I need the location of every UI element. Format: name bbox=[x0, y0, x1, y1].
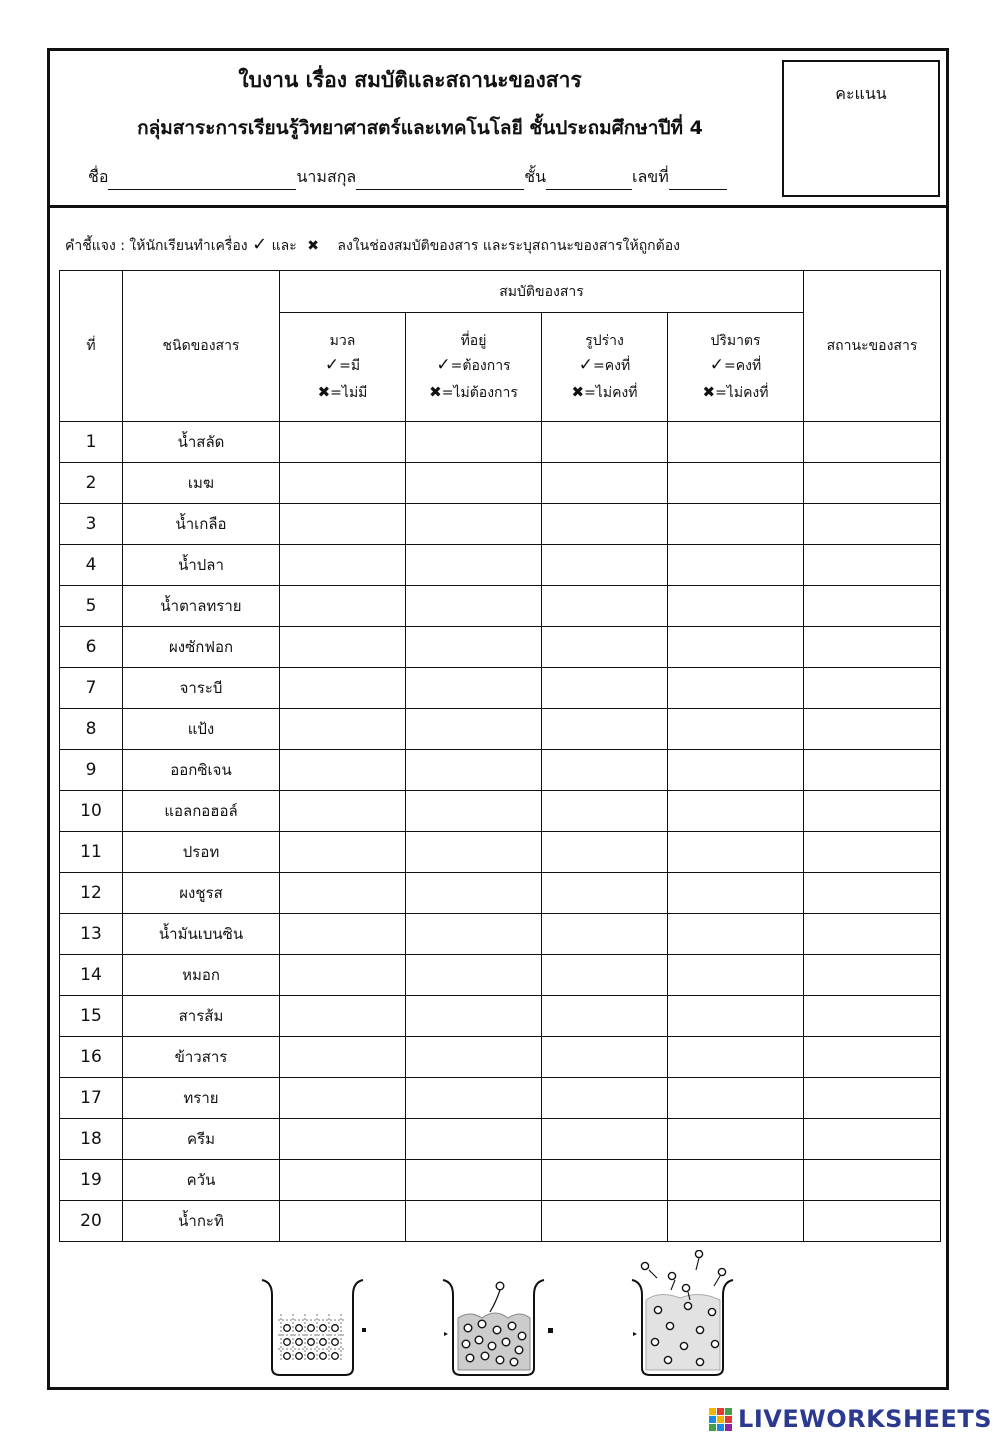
property-name: ปริมาตร bbox=[710, 333, 761, 350]
property-answer-cell[interactable] bbox=[668, 422, 804, 463]
property-answer-cell[interactable] bbox=[280, 791, 406, 832]
substance-name: ผงชูรส bbox=[123, 873, 280, 914]
substance-name: แป้ง bbox=[123, 709, 280, 750]
property-answer-cell[interactable] bbox=[542, 668, 668, 709]
liquid-beaker-icon bbox=[443, 1280, 553, 1375]
property-answer-cell[interactable] bbox=[542, 1201, 668, 1242]
state-answer-cell[interactable] bbox=[804, 1037, 941, 1078]
x-icon: ✖ bbox=[317, 382, 331, 401]
surname-field[interactable] bbox=[356, 171, 524, 190]
table-row bbox=[60, 955, 941, 996]
property-answer-cell[interactable] bbox=[280, 1078, 406, 1119]
property-answer-cell[interactable] bbox=[668, 1037, 804, 1078]
property-answer-cell[interactable] bbox=[542, 1160, 668, 1201]
substance-name: น้ำตาลทราย bbox=[123, 586, 280, 627]
property-yes: ✓=คงที่ bbox=[709, 355, 762, 376]
property-answer-cell[interactable] bbox=[668, 627, 804, 668]
property-answer-cell[interactable] bbox=[280, 709, 406, 750]
state-answer-cell[interactable] bbox=[804, 750, 941, 791]
substance-name: น้ำกะทิ bbox=[123, 1201, 280, 1242]
student-info-row bbox=[88, 165, 727, 190]
name-label: ชื่อ bbox=[88, 167, 109, 186]
property-yes: ✓=ต้องการ bbox=[436, 355, 511, 376]
substance-name: ควัน bbox=[123, 1160, 280, 1201]
row-number: 19 bbox=[60, 1160, 123, 1201]
state-answer-cell[interactable] bbox=[804, 996, 941, 1037]
number-label: เลขที่ bbox=[632, 167, 669, 186]
property-no: ✖=ไม่มี bbox=[317, 382, 368, 401]
state-answer-cell[interactable] bbox=[804, 709, 941, 750]
state-answer-cell[interactable] bbox=[804, 668, 941, 709]
property-answer-cell[interactable] bbox=[542, 914, 668, 955]
property-answer-cell[interactable] bbox=[406, 668, 542, 709]
state-answer-cell[interactable] bbox=[804, 1160, 941, 1201]
property-answer-cell[interactable] bbox=[542, 955, 668, 996]
surname-label: นามสกุล bbox=[296, 167, 357, 186]
property-answer-cell[interactable] bbox=[406, 1078, 542, 1119]
substance-name: จาระบี bbox=[123, 668, 280, 709]
property-answer-cell[interactable] bbox=[542, 1078, 668, 1119]
property-answer-cell[interactable] bbox=[668, 996, 804, 1037]
property-answer-cell[interactable] bbox=[406, 832, 542, 873]
row-number: 17 bbox=[60, 1078, 123, 1119]
property-answer-cell[interactable] bbox=[668, 1078, 804, 1119]
property-answer-cell[interactable] bbox=[668, 750, 804, 791]
x-icon: ✖ bbox=[571, 382, 585, 401]
property-answer-cell[interactable] bbox=[542, 791, 668, 832]
property-answer-cell[interactable] bbox=[668, 1160, 804, 1201]
state-answer-cell[interactable] bbox=[804, 1078, 941, 1119]
table-row bbox=[60, 463, 941, 504]
row-number: 20 bbox=[60, 1201, 123, 1242]
state-answer-cell[interactable] bbox=[804, 955, 941, 996]
property-no: ✖=ไม่คงที่ bbox=[702, 382, 769, 401]
property-answer-cell[interactable] bbox=[406, 1201, 542, 1242]
row-number: 16 bbox=[60, 1037, 123, 1078]
state-answer-cell[interactable] bbox=[804, 627, 941, 668]
property-answer-cell[interactable] bbox=[668, 955, 804, 996]
class-field[interactable] bbox=[546, 171, 632, 190]
header-property-0 bbox=[280, 313, 406, 422]
row-number: 1 bbox=[60, 422, 123, 463]
property-answer-cell[interactable] bbox=[280, 463, 406, 504]
property-answer-cell[interactable] bbox=[542, 463, 668, 504]
table-row bbox=[60, 709, 941, 750]
check-icon: ✓ bbox=[436, 355, 451, 376]
property-answer-cell[interactable] bbox=[406, 1119, 542, 1160]
property-answer-cell[interactable] bbox=[406, 914, 542, 955]
score-box[interactable] bbox=[782, 60, 940, 197]
row-number: 13 bbox=[60, 914, 123, 955]
property-answer-cell[interactable] bbox=[280, 914, 406, 955]
table-row bbox=[60, 791, 941, 832]
property-answer-cell[interactable] bbox=[406, 1160, 542, 1201]
x-icon: ✖ bbox=[307, 238, 319, 254]
property-answer-cell[interactable] bbox=[280, 1160, 406, 1201]
property-answer-cell[interactable] bbox=[542, 627, 668, 668]
property-answer-cell[interactable] bbox=[542, 1037, 668, 1078]
property-name: รูปร่าง bbox=[585, 333, 624, 350]
property-answer-cell[interactable] bbox=[280, 996, 406, 1037]
property-answer-cell[interactable] bbox=[668, 1201, 804, 1242]
table-row bbox=[60, 832, 941, 873]
number-field[interactable] bbox=[669, 171, 727, 190]
property-answer-cell[interactable] bbox=[542, 832, 668, 873]
property-answer-cell[interactable] bbox=[406, 627, 542, 668]
property-answer-cell[interactable] bbox=[668, 709, 804, 750]
property-answer-cell[interactable] bbox=[280, 1201, 406, 1242]
substance-name: ปรอท bbox=[123, 832, 280, 873]
property-answer-cell[interactable] bbox=[406, 586, 542, 627]
property-answer-cell[interactable] bbox=[668, 586, 804, 627]
property-yes: ✓=คงที่ bbox=[578, 355, 631, 376]
state-answer-cell[interactable] bbox=[804, 1119, 941, 1160]
table-row bbox=[60, 1160, 941, 1201]
header-substance: ชนิดของสาร bbox=[123, 271, 280, 422]
substance-name: แอลกอฮอล์ bbox=[123, 791, 280, 832]
property-answer-cell[interactable] bbox=[406, 463, 542, 504]
table-row bbox=[60, 668, 941, 709]
substance-name: น้ำสลัด bbox=[123, 422, 280, 463]
state-answer-cell[interactable] bbox=[804, 832, 941, 873]
substance-name: น้ำมันเบนซิน bbox=[123, 914, 280, 955]
table-row bbox=[60, 1037, 941, 1078]
property-answer-cell[interactable] bbox=[280, 627, 406, 668]
substance-name: หมอก bbox=[123, 955, 280, 996]
property-name: มวล bbox=[329, 333, 356, 350]
row-number: 3 bbox=[60, 504, 123, 545]
x-icon: ✖ bbox=[429, 382, 442, 401]
row-number: 11 bbox=[60, 832, 123, 873]
property-answer-cell[interactable] bbox=[668, 832, 804, 873]
row-number: 15 bbox=[60, 996, 123, 1037]
table-row bbox=[60, 627, 941, 668]
property-answer-cell[interactable] bbox=[406, 422, 542, 463]
property-answer-cell[interactable] bbox=[668, 1119, 804, 1160]
property-answer-cell[interactable] bbox=[542, 586, 668, 627]
property-answer-cell[interactable] bbox=[542, 873, 668, 914]
header-divider bbox=[47, 205, 949, 208]
property-answer-cell[interactable] bbox=[542, 709, 668, 750]
row-number: 8 bbox=[60, 709, 123, 750]
table-row bbox=[60, 914, 941, 955]
property-answer-cell[interactable] bbox=[280, 750, 406, 791]
states-of-matter-illustration bbox=[0, 1250, 1000, 1380]
header-property-2 bbox=[542, 313, 668, 422]
gas-beaker-icon bbox=[632, 1250, 733, 1375]
substance-name: น้ำเกลือ bbox=[123, 504, 280, 545]
row-number: 2 bbox=[60, 463, 123, 504]
property-yes: ✓=มี bbox=[324, 355, 361, 376]
state-answer-cell[interactable] bbox=[804, 586, 941, 627]
table-row bbox=[60, 1078, 941, 1119]
property-answer-cell[interactable] bbox=[280, 955, 406, 996]
property-answer-cell[interactable] bbox=[542, 504, 668, 545]
row-number: 10 bbox=[60, 791, 123, 832]
row-number: 6 bbox=[60, 627, 123, 668]
property-answer-cell[interactable] bbox=[280, 545, 406, 586]
check-icon: ✓ bbox=[324, 355, 340, 376]
instructions bbox=[65, 234, 680, 257]
substance-name: ทราย bbox=[123, 1078, 280, 1119]
header-property-3 bbox=[668, 313, 804, 422]
check-icon: ✓ bbox=[252, 234, 268, 255]
header-property-1 bbox=[406, 313, 542, 422]
property-answer-cell[interactable] bbox=[668, 873, 804, 914]
table-row bbox=[60, 422, 941, 463]
substance-name: ออกซิเจน bbox=[123, 750, 280, 791]
table-row bbox=[60, 873, 941, 914]
state-answer-cell[interactable] bbox=[804, 914, 941, 955]
substance-name: ข้าวสาร bbox=[123, 1037, 280, 1078]
name-field[interactable] bbox=[108, 171, 296, 190]
header-no: ที่ bbox=[60, 271, 123, 422]
check-icon: ✓ bbox=[709, 355, 725, 376]
property-answer-cell[interactable] bbox=[542, 750, 668, 791]
row-number: 14 bbox=[60, 955, 123, 996]
property-answer-cell[interactable] bbox=[280, 422, 406, 463]
state-answer-cell[interactable] bbox=[804, 791, 941, 832]
property-answer-cell[interactable] bbox=[406, 791, 542, 832]
solid-beaker-icon bbox=[262, 1280, 366, 1375]
instructions-prefix: คำชี้แจง : ให้นักเรียนทำเครื่อง bbox=[65, 238, 248, 254]
row-number: 12 bbox=[60, 873, 123, 914]
property-answer-cell[interactable] bbox=[668, 545, 804, 586]
property-answer-cell[interactable] bbox=[668, 504, 804, 545]
property-answer-cell[interactable] bbox=[280, 668, 406, 709]
class-label: ชั้น bbox=[524, 167, 546, 186]
property-answer-cell[interactable] bbox=[406, 750, 542, 791]
state-answer-cell[interactable] bbox=[804, 422, 941, 463]
liveworksheets-logo bbox=[709, 1405, 992, 1433]
property-answer-cell[interactable] bbox=[406, 504, 542, 545]
worksheet-subtitle: กลุ่มสาระการเรียนรู้วิทยาศาสตร์และเทคโนโลยี ชั้นประถมศึกษาปีที่ 4 bbox=[137, 117, 703, 139]
property-answer-cell[interactable] bbox=[280, 873, 406, 914]
property-no: ✖=ไม่คงที่ bbox=[571, 382, 638, 401]
property-answer-cell[interactable] bbox=[280, 1037, 406, 1078]
substance-name: ผงซักฟอก bbox=[123, 627, 280, 668]
property-answer-cell[interactable] bbox=[542, 1119, 668, 1160]
property-name: ที่อยู่ bbox=[460, 333, 487, 350]
brand-name: LIVEWORKSHEETS bbox=[738, 1405, 992, 1433]
substance-name: เมฆ bbox=[123, 463, 280, 504]
property-answer-cell[interactable] bbox=[406, 1037, 542, 1078]
property-answer-cell[interactable] bbox=[668, 463, 804, 504]
header-state: สถานะของสาร bbox=[804, 271, 941, 422]
substance-name: น้ำปลา bbox=[123, 545, 280, 586]
property-answer-cell[interactable] bbox=[542, 996, 668, 1037]
property-answer-cell[interactable] bbox=[668, 791, 804, 832]
row-number: 5 bbox=[60, 586, 123, 627]
score-label: คะแนน bbox=[835, 84, 887, 103]
property-answer-cell[interactable] bbox=[280, 504, 406, 545]
property-no: ✖=ไม่ต้องการ bbox=[429, 382, 518, 401]
instructions-suffix: ลงในช่องสมบัติของสาร และระบุสถานะของสารให้ถูกต้อง bbox=[337, 238, 680, 254]
property-answer-cell[interactable] bbox=[406, 955, 542, 996]
row-number: 7 bbox=[60, 668, 123, 709]
table-row bbox=[60, 586, 941, 627]
table-row bbox=[60, 545, 941, 586]
property-answer-cell[interactable] bbox=[406, 996, 542, 1037]
table-row bbox=[60, 1201, 941, 1242]
substance-name: สารส้ม bbox=[123, 996, 280, 1037]
instructions-and: และ bbox=[271, 238, 297, 254]
property-answer-cell[interactable] bbox=[406, 545, 542, 586]
property-answer-cell[interactable] bbox=[280, 832, 406, 873]
state-answer-cell[interactable] bbox=[804, 545, 941, 586]
state-answer-cell[interactable] bbox=[804, 463, 941, 504]
state-answer-cell[interactable] bbox=[804, 1201, 941, 1242]
table-row bbox=[60, 504, 941, 545]
properties-table bbox=[59, 270, 941, 1242]
row-number: 18 bbox=[60, 1119, 123, 1160]
check-icon: ✓ bbox=[578, 355, 594, 376]
brand-grid-icon bbox=[709, 1408, 732, 1431]
substance-name: ครีม bbox=[123, 1119, 280, 1160]
property-answer-cell[interactable] bbox=[406, 709, 542, 750]
property-answer-cell[interactable] bbox=[280, 1119, 406, 1160]
worksheet-title: ใบงาน เรื่อง สมบัติและสถานะของสาร bbox=[238, 68, 582, 92]
property-answer-cell[interactable] bbox=[542, 545, 668, 586]
header-properties: สมบัติของสาร bbox=[280, 271, 804, 313]
state-answer-cell[interactable] bbox=[804, 504, 941, 545]
table-row bbox=[60, 750, 941, 791]
table-row bbox=[60, 996, 941, 1037]
property-answer-cell[interactable] bbox=[406, 873, 542, 914]
property-answer-cell[interactable] bbox=[668, 914, 804, 955]
table-row bbox=[60, 1119, 941, 1160]
row-number: 4 bbox=[60, 545, 123, 586]
row-number: 9 bbox=[60, 750, 123, 791]
property-answer-cell[interactable] bbox=[668, 668, 804, 709]
property-answer-cell[interactable] bbox=[280, 586, 406, 627]
property-answer-cell[interactable] bbox=[542, 422, 668, 463]
state-answer-cell[interactable] bbox=[804, 873, 941, 914]
x-icon: ✖ bbox=[702, 382, 716, 401]
